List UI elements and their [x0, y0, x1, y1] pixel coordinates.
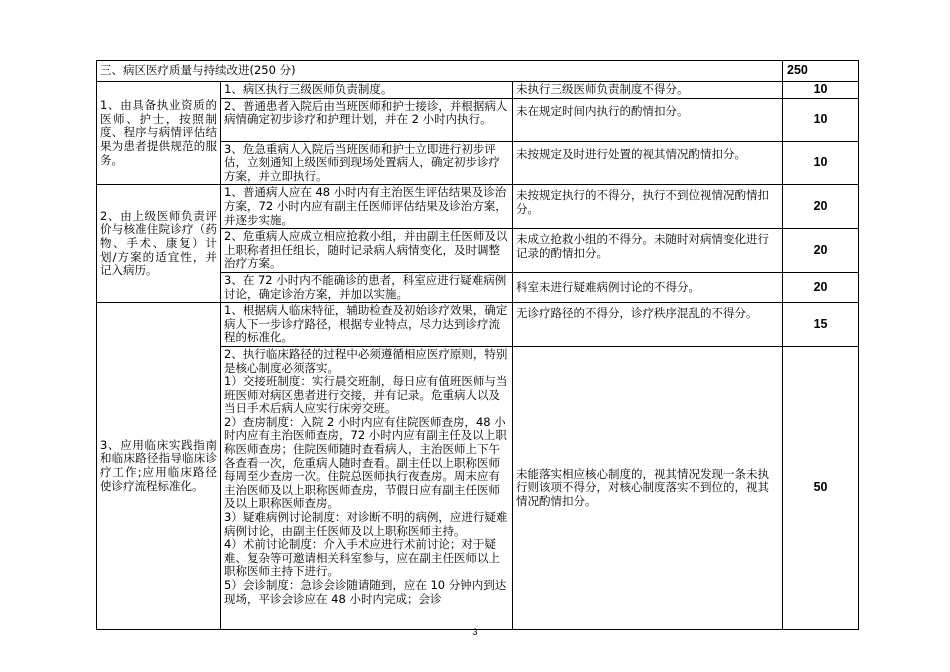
- item-content: [221, 346, 513, 629]
- section-title: 三、病区医疗质量与持续改进(250 分): [97, 61, 783, 82]
- item-criteria: 未在规定时间内执行的酌情扣分。: [513, 98, 783, 141]
- item-content: 2、危重病人应成立相应抢救小组，并由副主任医师及以上职称者担任组长，随时记录病人病情变化，及时调整治疗方案。: [221, 229, 513, 273]
- item-criteria: 未按规定及时进行处置的视其情况酌情扣分。: [513, 141, 783, 185]
- item-score: 10: [783, 82, 859, 99]
- item-criteria: 无诊疗路径的不得分，诊疗秩序混乱的不得分。: [513, 303, 783, 347]
- item-score: 10: [783, 98, 859, 141]
- section-header-row: [97, 61, 859, 82]
- item-content: 1、根据病人临床特征，辅助检查及初始诊疗效果，确定病人下一步诊疗路径，根据专业特点，尽力达到诊疗流程的标准化。: [221, 303, 513, 347]
- content-line: 1）交接班制度：实行晨交班制，每日应有值班医师与当班医师对病区患者进行交接，并有记录。危重病人以及当日手术后病人应实行床旁交班。: [224, 374, 508, 416]
- item-criteria: 科室未进行疑难病例讨论的不得分。: [513, 272, 783, 302]
- item-score: 20: [783, 229, 859, 273]
- table-row: [97, 185, 859, 229]
- item-content: 3、危急重病人入院后当班医师和护士立即进行初步评估，立刻通知上级医师到现场处置病人，确定初步诊疗方案，并立即执行。: [221, 141, 513, 185]
- table-row: [97, 82, 859, 99]
- scoring-table: [96, 60, 859, 630]
- item-label: 1、由具备执业资质的医师、护士，按照制度、程序与病情评估结果为患者提供规范的服务。: [97, 82, 221, 185]
- item-criteria: 未按规定执行的不得分，执行不到位视情况酌情扣分。: [513, 185, 783, 229]
- item-score: 10: [783, 141, 859, 185]
- item-content: 3、在 72 小时内不能确诊的患者，科室应进行疑难病例讨论，确定诊治方案，并加以实施。: [221, 272, 513, 302]
- item-label: 3、应用临床实践指南和临床路径指导临床诊疗工作;应用临床路径使诊疗流程标准化。: [97, 303, 221, 630]
- item-score: 50: [783, 346, 859, 629]
- section-score: 250: [783, 61, 859, 82]
- content-line: 3）疑难病例讨论制度：对诊断不明的病例，应进行疑难病例讨论，由副主任医师及以上职称医师主持。: [224, 510, 508, 538]
- table-row: [97, 303, 859, 347]
- content-line: 2）查房制度：入院 2 小时内应有住院医师查房，48 小时内应有主治医师查房，72 小时内应有副主任及以上职称医师查房；住院医师随时查看病人，主治医师上下午各查看一次，危重病人随时查看。副主任以上职称医师每周至少查房一次。住院总医师执行夜查房。周末应有主治医师及以上职称医师查房，节假日应有副主任医师及以上职称医师查房。: [224, 414, 507, 511]
- item-content: 1、普通病人应在 48 小时内有主治医生评估结果及诊治方案，72 小时内应有副主任医师评估结果及诊治方案，并逐步实施。: [221, 185, 513, 229]
- item-score: 15: [783, 303, 859, 347]
- item-criteria: 未能落实相应核心制度的，视其情况发现一条未执行则该项不得分，对核心制度落实不到位的，视其情况酌情扣分。: [513, 346, 783, 629]
- item-score: 20: [783, 272, 859, 302]
- item-content: 1、病区执行三级医师负责制度。: [221, 82, 513, 99]
- item-criteria: 未执行三级医师负责制度不得分。: [513, 82, 783, 99]
- item-criteria: 未成立抢救小组的不得分。未随时对病情变化进行记录的酌情扣分。: [513, 229, 783, 273]
- page-number: 3: [472, 627, 478, 637]
- content-line: 5）会诊制度：急诊会诊随请随到，应在 10 分钟内到达现场，平诊会诊应在 48 小时内完成；会诊: [224, 578, 507, 606]
- content-line: 2、执行临床路径的过程中必须遵循相应医疗原则，特别是核心制度必须落实。: [224, 346, 508, 375]
- item-label: 2、由上级医师负责评价与核准住院诊疗（药物、手术、康复）计划/方案的适宜性，并记入病历。: [97, 185, 221, 303]
- item-content: 2、普通患者入院后由当班医师和护士接诊，并根据病人病情确定初步诊疗和护理计划，并在 2 小时内执行。: [221, 98, 513, 141]
- item-score: 20: [783, 185, 859, 229]
- content-line: 4）术前讨论制度：介入手术应进行术前讨论；对于疑难、复杂等可邀请相关科室参与，应在副主任医师以上职称医师主持下进行。: [224, 537, 500, 579]
